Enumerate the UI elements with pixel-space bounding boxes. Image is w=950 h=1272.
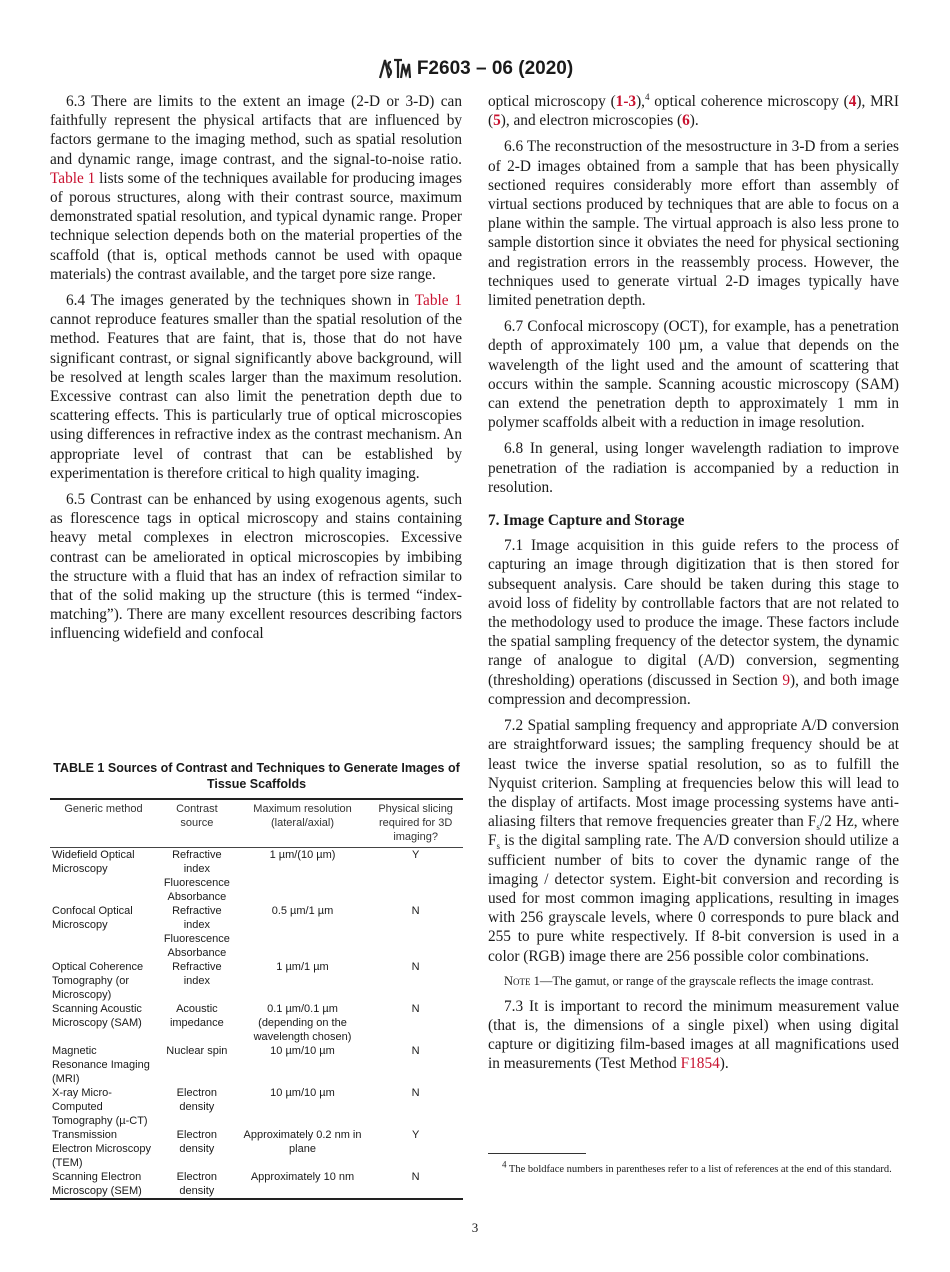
reference-link[interactable]: 4 — [848, 93, 857, 110]
paragraph — [488, 716, 899, 966]
section-heading: 7. Image Capture and Storage — [488, 512, 685, 530]
table-cell: Refractive index — [172, 961, 222, 987]
paragraph-text: /2 Hz, where F — [488, 813, 899, 850]
note-text: —The gamut, or range of the grayscale reflects the image contrast. — [539, 973, 874, 988]
table-cell: X-ray Micro-Computed Tomography (µ-CT) — [52, 1087, 148, 1127]
paragraph — [50, 92, 462, 284]
astm-logo-icon — [377, 56, 411, 82]
reference-link[interactable]: Table 1 — [414, 292, 462, 310]
document-designation: F2603 – 06 (2020) — [416, 58, 574, 80]
paragraph — [488, 317, 899, 432]
paragraph-text: lists some of the techniques available for producing images of porous structures, along with their contrast source, maximum demonstrated spatial resolution, and typical dynamic range. Proper technique selection depends both on the material properties of the scaffold (that is, optical methods cannot be used with opaque materials) the contrast available, and the target pore size range. — [50, 169, 462, 283]
footnote-text: The boldface numbers in parentheses refer to a list of references at the end of this standard. — [506, 1164, 892, 1175]
table-row — [50, 904, 463, 960]
table-cell: Electron density — [176, 1129, 218, 1155]
paragraph-text: 6.3 There are limits to the extent an image (2-D or 3-D) can faithfully represent the physical artifacts that are influenced by factors germane to the imaging method, such as spatial resolution and dynamic range, image contrast, and the signal-to-noise ratio. — [50, 93, 462, 168]
table-cell: 0.5 µm/1 µm — [271, 905, 334, 917]
table-row — [50, 1170, 463, 1199]
table-row — [50, 1128, 463, 1170]
paragraph-text: 6.6 The reconstruction of the mesostructure in 3-D from a series of 2-D images obtained from a sample that has been physically sectioned requires considerably more effort than assembly of virtual sections produced by techniques that are able to focus on a plane within the sample. The virtual approach is also less prone to sample distortion since it obviates the need for physical sectioning and registration errors in the reassembly process. However, the techniques used to generate virtual 2-D images typically have limited penetration depth. — [488, 138, 899, 310]
table-cell: N — [411, 961, 420, 973]
table-row — [50, 848, 463, 905]
paragraph-text: ), MRI ( — [488, 93, 899, 130]
table-cell: Optical Coherence Tomography (or Microscopy) — [52, 961, 144, 1001]
paragraph-text: 6.4 The images generated by the techniques shown in — [66, 292, 415, 310]
paragraph-text: ). — [719, 1055, 729, 1073]
reference-link[interactable]: 5 — [493, 112, 501, 130]
sub-text: s — [816, 822, 820, 833]
note-label: Note 1 — [504, 973, 540, 988]
sup-text: 4 — [645, 91, 650, 102]
table-cell: Transmission Electron Microscopy (TEM) — [52, 1129, 152, 1169]
table-cell: Electron density — [176, 1171, 218, 1197]
table-cell: N — [411, 905, 420, 917]
page-header — [0, 56, 950, 82]
column-header: Physical slicing required for 3D imaging? — [368, 799, 463, 848]
reference-link[interactable]: Table 1 — [50, 169, 96, 187]
reference-link[interactable]: 6 — [682, 112, 690, 130]
table-title: TABLE 1 Sources of Contrast and Techniques to Generate Images of Tissue Scaffolds — [53, 761, 460, 791]
right-column — [488, 92, 899, 1081]
paragraph — [488, 536, 899, 709]
paragraph — [488, 92, 899, 130]
table-cell: Acoustic impedance — [169, 1003, 224, 1029]
table-cell: Confocal Optical Microscopy — [52, 905, 133, 931]
footnote-mark: 4 — [502, 1159, 507, 1170]
table-cell: Refractive index Fluorescence Absorbance — [163, 905, 230, 959]
column-header: Maximum resolution (lateral/axial) — [237, 799, 369, 848]
table-cell: Widefield Optical Microscopy — [52, 849, 135, 875]
footnote — [488, 1159, 899, 1177]
footnote-divider — [488, 1153, 586, 1154]
paragraph-text: 6.7 Confocal microscopy (OCT), for example, has a penetration depth of approximately 100 µm, a value that depends on the wavelength of the light used and the amount of scattering that occurs within the sample. Scanning acoustic microscopy (SAM) can extend the penetration depth to approximately 1 mm in polymer scaffolds albeit with a reduction in image resolution. — [488, 318, 899, 432]
paragraph-text: cannot reproduce features smaller than the spatial resolution of the method. Features that are faint, that is, those that do not have significant contrast, or signal significantly above background, will be resolved at length scales larger than the maximum resolution. Excessive contrast can also limit the penetration depth due to scattering effects. This is particularly true of optical microscopies using differences in refractive index as the contrast mechanism. An appropriate level of contrast that can be established by experimentation is therefore critical to high quality imaging. — [50, 311, 462, 482]
table-row — [50, 1086, 463, 1128]
table-1 — [50, 760, 463, 1200]
table-cell: N — [411, 1003, 420, 1015]
paragraph-text: ), — [636, 93, 645, 110]
table-cell: 10 µm/10 µm — [270, 1045, 335, 1057]
table-cell: Y — [411, 849, 420, 861]
paragraph-text: 6.5 Contrast can be enhanced by using exogenous agents, such as florescence tags in optical microscopy and stains containing heavy metal complexes in electron microscopies. Excessive contrast can be ameliorated in optical microscopies by imbibing the structure with a fluid that has an index of refraction similar to that of the solid making up the structure (this is termed “index-matching”). There are many excellent resources describing factors influencing widefield and confocal — [50, 491, 462, 643]
table-cell: 1 µm/(10 µm) — [269, 849, 336, 861]
table-cell: 0.1 µm/0.1 µm (depending on the wavelength chosen) — [253, 1003, 352, 1043]
column-header: Contrast source — [157, 799, 237, 848]
table-cell: 10 µm/10 µm — [270, 1087, 335, 1099]
paragraph — [50, 291, 462, 483]
page-number: 3 — [471, 1220, 479, 1235]
note-1 — [488, 973, 899, 989]
paragraph-text: 6.8 In general, using longer wavelength radiation to improve penetration of the radiation is accompanied by a reduction in resolution. — [488, 440, 899, 496]
table-cell: Refractive index Fluorescence Absorbance — [163, 849, 230, 903]
reference-link[interactable]: 9 — [782, 671, 790, 689]
table-row — [50, 1002, 463, 1044]
table-cell: 1 µm/1 µm — [276, 961, 329, 973]
paragraph-text: optical coherence microscopy ( — [649, 93, 849, 110]
paragraph-text: ), and electron microscopies ( — [500, 112, 683, 130]
table-row — [50, 960, 463, 1002]
paragraph-text: ), and both image compression and decompression. — [488, 671, 899, 708]
left-column — [50, 92, 462, 651]
paragraph — [488, 137, 899, 310]
table-cell: N — [411, 1045, 420, 1057]
paragraph-text: optical microscopy ( — [488, 93, 616, 110]
reference-link[interactable]: 1-3 — [615, 93, 637, 110]
paragraph-text: 7.1 Image acquisition in this guide refers to the process of capturing an image through digitization that is then stored for subsequent analysis. Care should be taken during this stage to avoid loss of fidelity by controllable factors that are not related to the methodology used to produce the image. These factors include the spatial sampling frequency of the detector system, the dynamic range of analogue to digital (A/D) conversion, segmenting (thresholding) operations (discussed in Section — [488, 537, 899, 689]
paragraph — [488, 439, 899, 497]
table-header-row — [50, 799, 463, 848]
paragraph-text: is the digital sampling rate. The A/D conversion should utilize a sufficient number of bits to cover the dynamic range of the imaging / detector system. Eight-bit conversion and recording is used for most common imaging applications, resulting in images with 256 grayscale levels, where 0 corresponds to pure black and 255 to pure white respectively. If 8-bit conversion is used in a color (RGB) image there are 256 possible color combinations. — [488, 832, 899, 965]
paragraph — [50, 490, 462, 644]
table-cell: N — [411, 1087, 420, 1099]
reference-link[interactable]: F1854 — [680, 1055, 720, 1073]
table-cell: Approximately 0.2 nm in plane — [243, 1129, 362, 1155]
table-grid — [50, 798, 463, 1200]
paragraph — [488, 997, 899, 1074]
table-cell: Magnetic Resonance Imaging (MRI) — [52, 1045, 150, 1085]
table-cell: N — [411, 1171, 420, 1183]
table-cell: Nuclear spin — [166, 1045, 228, 1057]
paragraph-text: 7.2 Spatial sampling frequency and appropriate A/D conversion are straightforward issues; the sampling frequency should be at least twice the inverse spatial resolution, so as to fulfill the Nyquist criterion. Sampling at frequencies below this will lead to the display of artifacts. Most image processing systems have anti-aliasing filters that remove frequencies greater than F — [488, 717, 899, 831]
paragraph-text: 7.3 It is important to record the minimum measurement value (that is, the dimensions of a single pixel) when using digital capture or digitizing film-based images at all magnifications used in measurements (Test Method — [488, 997, 899, 1073]
table-cell: Scanning Acoustic Microscopy (SAM) — [52, 1003, 142, 1029]
table-cell: Electron density — [176, 1087, 218, 1113]
table-row — [50, 1044, 463, 1086]
table-cell: Y — [411, 1129, 420, 1141]
table-cell: Approximately 10 nm — [250, 1171, 355, 1183]
paragraph-text: ). — [689, 112, 699, 130]
sub-text: s — [496, 841, 501, 852]
table-cell: Scanning Electron Microscopy (SEM) — [52, 1171, 142, 1197]
column-header: Generic method — [50, 799, 157, 848]
